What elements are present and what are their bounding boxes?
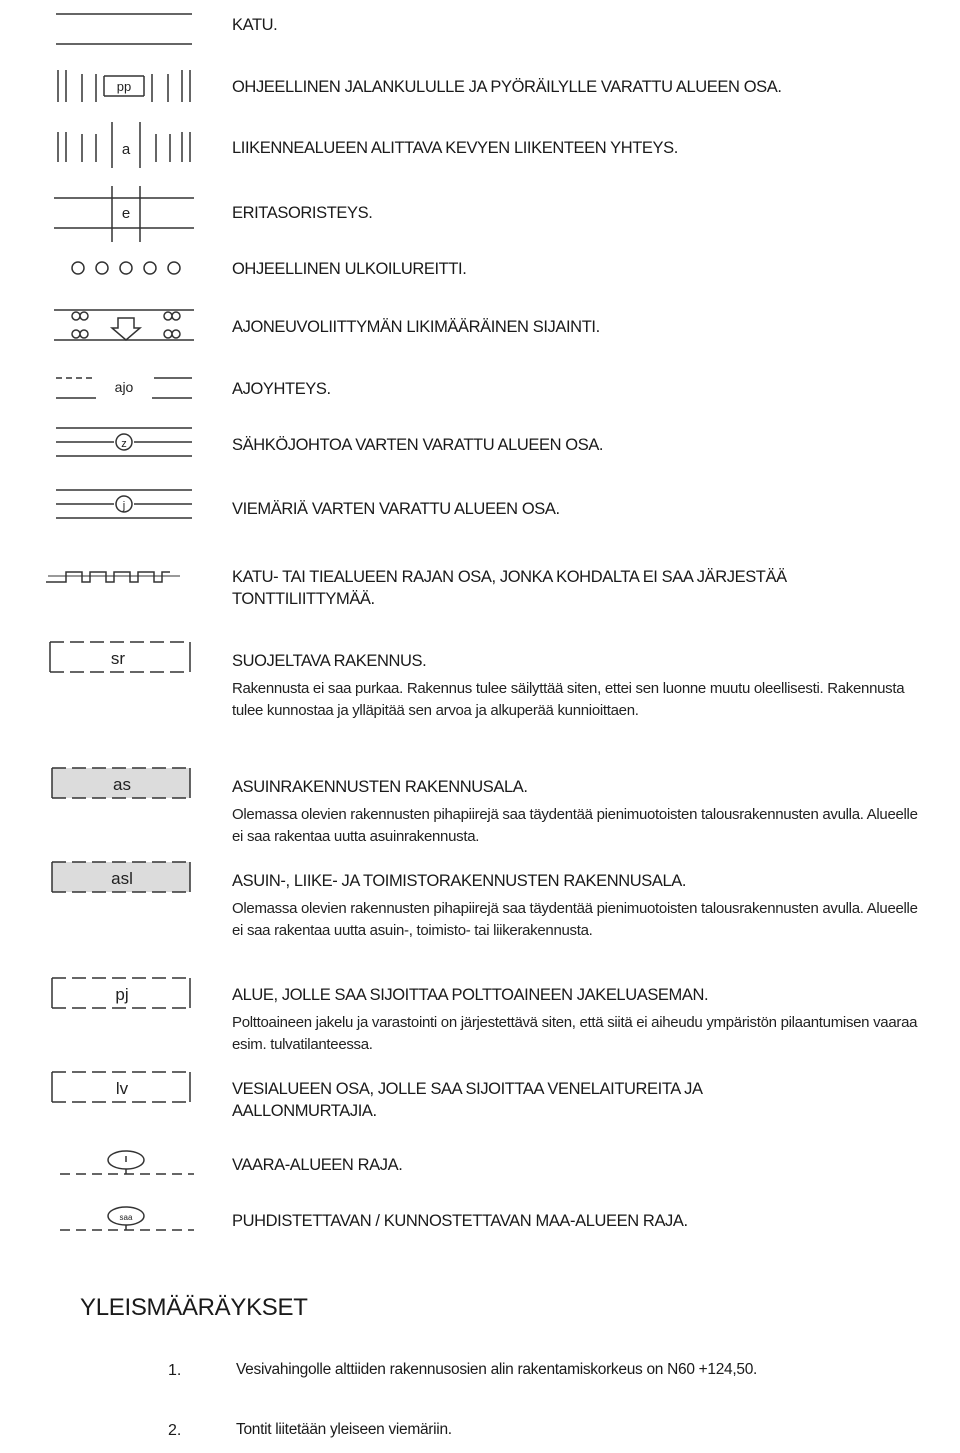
street-symbol xyxy=(44,8,204,48)
interchange-symbol xyxy=(44,186,204,242)
legend-caption: VIEMÄRIÄ VARTEN VARATTU ALUEEN OSA. xyxy=(232,500,560,518)
outdoor-route-circles-symbol xyxy=(44,258,204,278)
general-regulations-heading: YLEISMÄÄRÄYKSET xyxy=(80,1294,308,1321)
legend-caption: LIIKENNEALUEEN ALITTAVA KEVYEN LIIKENTEEN YHTEYS. xyxy=(232,139,678,157)
symbol-label: pj xyxy=(115,985,129,1004)
legend-description: Rakennusta ei saa purkaa. Rakennus tulee säilyttää siten, ettei sen luonne muutu oleellisesti. Rakennusta tulee kunnostaa ja ylläpitää sen arvoa ja alkuperää kunnioittaen. xyxy=(232,680,905,719)
legend-caption: KATU. xyxy=(232,16,278,34)
residential-building-area-symbol xyxy=(44,764,204,804)
legend-description: Olemassa olevien rakennusten pihapiirejä saa täydentää pienimuotoisten talousrakennusten avulla. Alueelle ei saa rakentaa uutta asuin-, toimisto- tai liikerakennusta. xyxy=(232,900,918,939)
symbol-label: asl xyxy=(111,869,133,888)
legend-caption: PUHDISTETTAVAN / KUNNOSTETTAVAN MAA-ALUEEN RAJA. xyxy=(232,1212,688,1230)
driveway-symbol xyxy=(44,370,204,406)
mixed-use-building-area-symbol xyxy=(44,858,204,898)
symbol-label: lv xyxy=(115,1079,129,1098)
legend-description: Olemassa olevien rakennusten pihapiirejä saa täydentää pienimuotoisten talousrakennusten avulla. Alueelle ei saa rakentaa uutta asuinrakennusta. xyxy=(232,806,918,845)
marina-area-symbol xyxy=(44,1068,204,1108)
symbol-label: sr xyxy=(110,649,126,668)
power-line-symbol xyxy=(44,422,204,462)
legend-caption: ERITASORISTEYS. xyxy=(232,204,373,222)
pedestrian-cycle-symbol xyxy=(44,66,204,106)
protected-building-symbol xyxy=(44,638,204,678)
legend-caption: AJONEUVOLIITTYMÄN LIKIMÄÄRÄINEN SIJAINTI. xyxy=(232,318,600,336)
legend-caption: AJOYHTEYS. xyxy=(232,380,331,398)
symbol-label: saa xyxy=(119,1213,133,1222)
legend-caption: OHJEELLINEN JALANKULULLE JA PYÖRÄILYLLE VARATTU ALUEEN OSA. xyxy=(232,78,782,96)
vehicle-access-symbol xyxy=(44,300,204,346)
legend-description: Polttoaineen jakelu ja varastointi on järjestettävä siten, että siitä ei aiheudu ympäristön pilaantumisen vaaraa esim. tulvatilanteessa. xyxy=(232,1014,918,1053)
symbol-label: as xyxy=(113,775,131,794)
underpass-symbol xyxy=(44,122,204,168)
legend-caption: ASUINRAKENNUSTEN RAKENNUSALA. xyxy=(232,778,528,796)
svg-text:j: j xyxy=(122,500,126,512)
symbol-label: e xyxy=(121,205,131,222)
symbol-label: ajo xyxy=(114,379,134,395)
regulation-number: 2. xyxy=(168,1422,182,1439)
regulation-text: Vesivahingolle alttiiden rakennusosien alin rakentamiskorkeus on N60 +124,50. xyxy=(236,1361,758,1378)
legend-caption: KATU- TAI TIEALUEEN RAJAN OSA, JONKA KOHDALTA EI SAA JÄRJESTÄÄ TONTTILIITTYMÄÄ. xyxy=(232,568,787,608)
fuel-station-area-symbol xyxy=(44,974,204,1014)
no-access-boundary-symbol xyxy=(44,564,204,588)
hazard-boundary-symbol xyxy=(44,1146,204,1182)
legend-caption: ASUIN-, LIIKE- JA TOIMISTORAKENNUSTEN RAKENNUSALA. xyxy=(232,872,687,890)
legend-caption: VESIALUEEN OSA, JOLLE SAA SIJOITTAA VENELAITUREITA JA AALLONMURTAJIA. xyxy=(232,1080,702,1120)
legend-caption: OHJEELLINEN ULKOILUREITTI. xyxy=(232,260,467,278)
regulation-text: Tontit liitetään yleiseen viemäriin. xyxy=(236,1421,452,1438)
symbol-label: pp xyxy=(116,79,132,94)
contaminated-soil-boundary-symbol xyxy=(44,1202,204,1238)
symbol-label: a xyxy=(121,141,131,158)
sewer-symbol xyxy=(44,484,204,524)
legend-caption: SUOJELTAVA RAKENNUS. xyxy=(232,652,427,670)
legend-caption: ALUE, JOLLE SAA SIJOITTAA POLTTOAINEEN JAKELUASEMAN. xyxy=(232,986,709,1004)
legend-caption: VAARA-ALUEEN RAJA. xyxy=(232,1156,403,1174)
regulation-number: 1. xyxy=(168,1362,182,1379)
svg-text:z: z xyxy=(121,438,127,450)
legend-caption: SÄHKÖJOHTOA VARTEN VARATTU ALUEEN OSA. xyxy=(232,436,604,454)
